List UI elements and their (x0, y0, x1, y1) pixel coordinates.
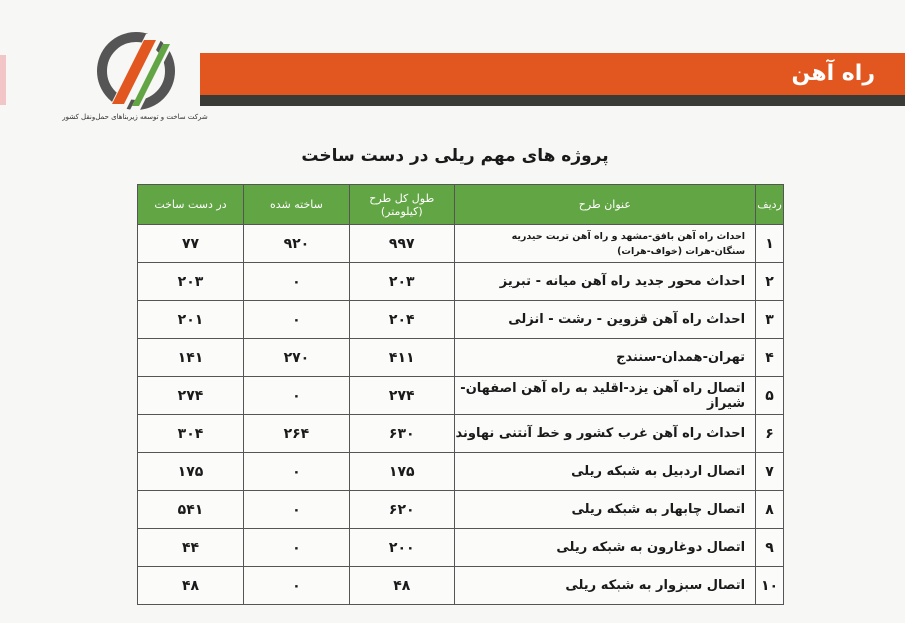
under-construction-length: ۳۰۴ (138, 415, 244, 453)
total-length: ۲۰۰ (349, 529, 454, 567)
under-construction-length: ۴۴ (138, 529, 244, 567)
built-length: ۰ (243, 377, 349, 415)
row-number: ۱ (756, 225, 784, 263)
row-number: ۸ (756, 491, 784, 529)
row-number: ۵ (756, 377, 784, 415)
built-length: ۰ (243, 567, 349, 605)
total-length: ۴۱۱ (349, 339, 454, 377)
built-length: ۰ (243, 301, 349, 339)
project-title: احداث راه آهن قزوین - رشت - انزلی (454, 301, 755, 339)
row-number: ۱۰ (756, 567, 784, 605)
built-length: ۲۷۰ (243, 339, 349, 377)
left-edge-accent (0, 55, 6, 105)
col-header-built: ساخته شده (243, 185, 349, 225)
col-header-under-construction: در دست ساخت (138, 185, 244, 225)
table-header-row (138, 185, 784, 225)
col-header-total-length-line1: طول کل طرح (369, 191, 435, 205)
table-row (138, 263, 784, 301)
project-title: اتصال دوغارون به شبکه ریلی (454, 529, 755, 567)
project-title-line1: احداث راه آهن بافق-مشهد و راه آهن تربت حیدریه (511, 230, 746, 242)
built-length: ۹۲۰ (243, 225, 349, 263)
project-title: اتصال سبزوار به شبکه ریلی (454, 567, 755, 605)
built-length: ۰ (243, 263, 349, 301)
project-title: تهران-همدان-سنندج (454, 339, 755, 377)
table-row (138, 567, 784, 605)
total-length: ۱۷۵ (349, 453, 454, 491)
table-row (138, 453, 784, 491)
section-title: راه آهن (791, 61, 875, 86)
total-length: ۴۸ (349, 567, 454, 605)
col-header-total-length (349, 185, 454, 225)
col-header-title: عنوان طرح (454, 185, 755, 225)
row-number: ۶ (756, 415, 784, 453)
table-row (138, 491, 784, 529)
total-length: ۶۲۰ (349, 491, 454, 529)
total-length: ۶۳۰ (349, 415, 454, 453)
table-row (138, 225, 784, 263)
under-construction-length: ۱۴۱ (138, 339, 244, 377)
projects-table (137, 184, 784, 605)
project-title: اتصال اردبیل به شبکه ریلی (454, 453, 755, 491)
table-row (138, 377, 784, 415)
row-number: ۷ (756, 453, 784, 491)
table-row (138, 339, 784, 377)
under-construction-length: ۱۷۵ (138, 453, 244, 491)
built-length: ۰ (243, 491, 349, 529)
under-construction-length: ۲۷۴ (138, 377, 244, 415)
row-number: ۹ (756, 529, 784, 567)
col-header-total-length-line2: (کیلومتر) (380, 204, 423, 218)
company-logo-icon (86, 30, 186, 112)
total-length: ۲۰۴ (349, 301, 454, 339)
under-construction-length: ۴۸ (138, 567, 244, 605)
row-number: ۴ (756, 339, 784, 377)
logo-caption: شرکت ساخت و توسعه زیربناهای حمل‌ونقل کشور (62, 113, 208, 121)
row-number: ۲ (756, 263, 784, 301)
table-title: پروژه های مهم ریلی در دست ساخت (301, 146, 609, 166)
total-length: ۹۹۷ (349, 225, 454, 263)
table-row (138, 415, 784, 453)
project-title: اتصال چابهار به شبکه ریلی (454, 491, 755, 529)
built-length: ۰ (243, 453, 349, 491)
total-length: ۲۰۳ (349, 263, 454, 301)
project-title: احداث راه آهن غرب کشور و خط آنتنی نهاوند (454, 415, 755, 453)
project-title (454, 225, 755, 263)
under-construction-length: ۷۷ (138, 225, 244, 263)
built-length: ۰ (243, 529, 349, 567)
project-title-line2: سنگان-هرات (خواف-هرات) (617, 245, 746, 257)
col-header-row-no: ردیف (756, 185, 784, 225)
total-length: ۲۷۴ (349, 377, 454, 415)
under-construction-length: ۲۰۱ (138, 301, 244, 339)
table-row (138, 529, 784, 567)
header-band-underline (200, 95, 905, 106)
built-length: ۲۶۴ (243, 415, 349, 453)
project-title: اتصال راه آهن یزد-اقلید به راه آهن اصفهان-شیراز (454, 377, 755, 415)
project-title: احداث محور جدید راه آهن میانه - تبریز (454, 263, 755, 301)
under-construction-length: ۲۰۳ (138, 263, 244, 301)
table-row (138, 301, 784, 339)
row-number: ۳ (756, 301, 784, 339)
under-construction-length: ۵۴۱ (138, 491, 244, 529)
